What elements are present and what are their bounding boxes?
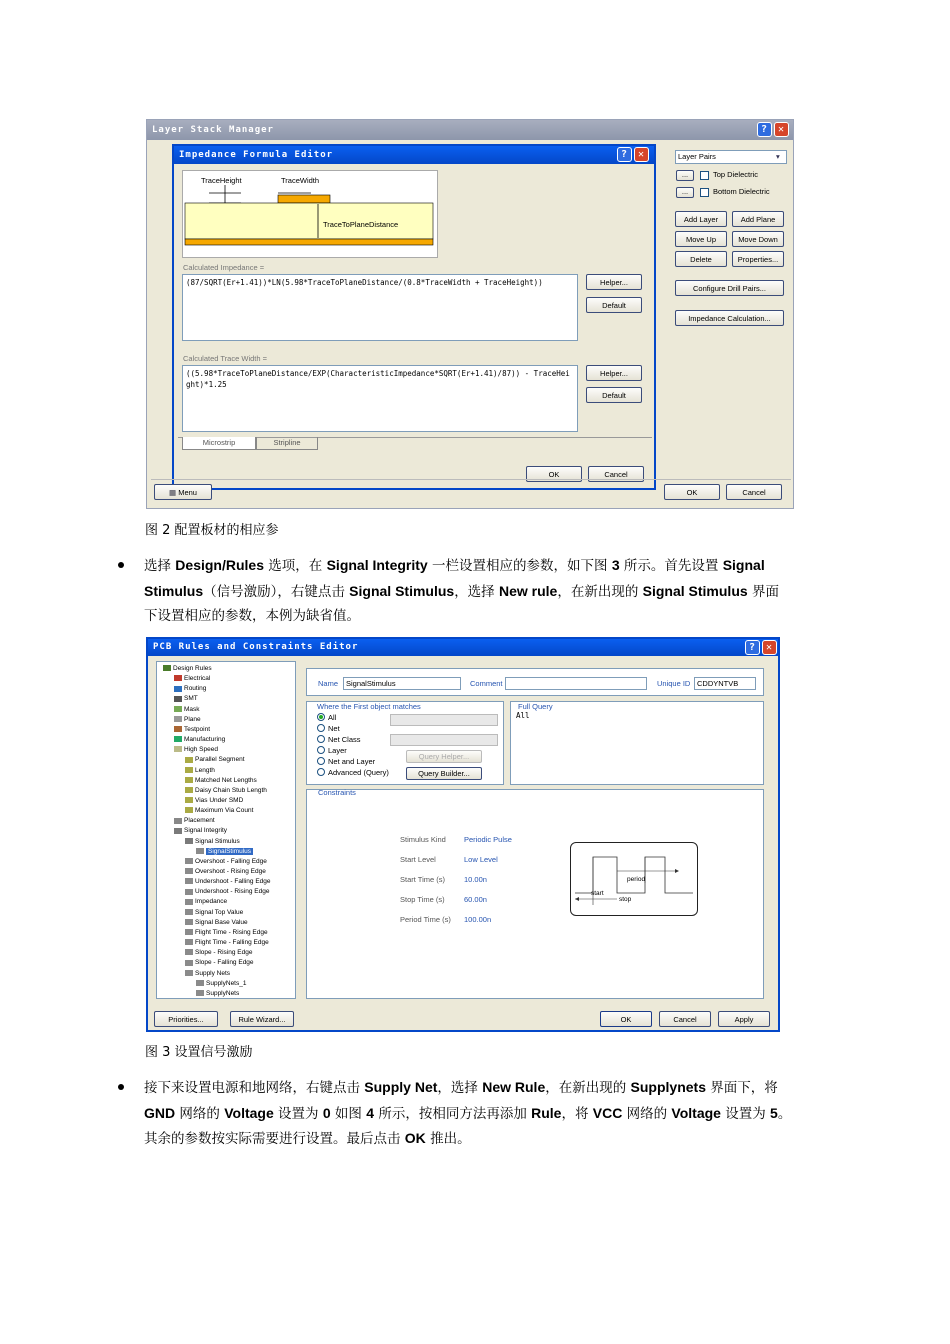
tree-item-label: Electrical <box>184 675 211 683</box>
tree-item-label: Manufacturing <box>184 736 226 744</box>
stop-time-label: Stop Time (s) <box>400 895 445 904</box>
text-bold: Supply Net <box>364 1079 438 1095</box>
tree-item-label: Overshoot - Falling Edge <box>195 857 267 865</box>
rule-icon <box>174 696 182 702</box>
tree-item[interactable] <box>185 857 267 867</box>
paragraph-1-line-1 <box>144 553 814 579</box>
bottom-dielectric-label: Bottom Dielectric <box>713 187 770 196</box>
rule-icon <box>174 706 182 712</box>
tab-stripline[interactable]: Stripline <box>256 437 318 450</box>
comment-input[interactable] <box>505 677 647 690</box>
rule-icon <box>185 878 193 884</box>
tree-item-label: Maximum Via Count <box>195 807 254 815</box>
rule-icon <box>196 980 204 986</box>
rule-icon <box>174 726 182 732</box>
text-bold: New Rule <box>482 1079 546 1095</box>
stimulus-kind-value[interactable]: Periodic Pulse <box>464 835 512 844</box>
net-class-select[interactable] <box>390 734 498 746</box>
move-down-button[interactable]: Move Down <box>732 231 784 247</box>
tree-item[interactable] <box>185 877 271 887</box>
radio-net[interactable] <box>317 724 325 732</box>
move-up-button[interactable]: Move Up <box>675 231 727 247</box>
calc-width-label: Calculated Trace Width = <box>183 354 267 363</box>
close-icon[interactable]: ✕ <box>762 640 777 655</box>
start-time-label: Start Time (s) <box>400 875 446 884</box>
start-level-value[interactable]: Low Level <box>464 855 498 864</box>
text: 选择 <box>144 558 176 574</box>
tree-item-label: Testpoint <box>184 725 211 733</box>
calc-width-input[interactable]: ((5.98*TraceToPlaneDistance/EXP(CharacteristicImpedance*SQRT(Er+1.41)/87)) - TraceHeight)*1.25 <box>182 365 578 432</box>
calc-impedance-label: Calculated Impedance = <box>183 263 265 272</box>
rule-icon <box>185 777 193 783</box>
tree-item[interactable] <box>185 837 240 847</box>
full-query-label: Full Query <box>518 702 553 711</box>
tree-item-label: Routing <box>184 685 207 693</box>
tree-item[interactable] <box>185 766 215 776</box>
tree-item[interactable] <box>185 897 227 907</box>
text: ，在新出现的 <box>545 1080 631 1096</box>
lsm-cancel-button[interactable]: Cancel <box>726 484 782 500</box>
rule-icon <box>185 889 193 895</box>
add-plane-button[interactable]: Add Plane <box>732 211 784 227</box>
tree-item[interactable] <box>185 755 245 765</box>
rule-icon <box>185 970 193 976</box>
tree-item[interactable] <box>174 826 227 836</box>
text-bold: Supplynets <box>630 1079 706 1095</box>
text: 如图 <box>330 1105 367 1122</box>
tree-item[interactable] <box>185 948 252 958</box>
text-bold: VCC <box>592 1104 623 1121</box>
menu-label: Menu <box>178 488 197 497</box>
properties-button[interactable]: Properties... <box>732 251 784 267</box>
rule-icon <box>196 990 204 996</box>
text: （信号激励），右键点击 <box>203 583 350 600</box>
pulse-diagram <box>570 842 698 916</box>
trace-width-label: TraceWidth <box>281 176 320 185</box>
tree-item[interactable] <box>185 958 254 968</box>
opt-advanced-label: Advanced (Query) <box>328 768 389 777</box>
rule-icon <box>185 767 193 773</box>
tree-item[interactable] <box>174 694 198 704</box>
impedance-formula-editor <box>172 144 656 490</box>
text: 所示，按相同方法再添加 <box>374 1105 532 1122</box>
text-bold: Design/Rules <box>175 557 264 573</box>
stimulus-kind-label: Stimulus Kind <box>400 835 446 844</box>
start-time-value[interactable]: 10.00n <box>464 875 487 884</box>
text: 所示。首先设置 <box>619 558 723 574</box>
text-bold: 5 <box>770 1104 778 1121</box>
rule-icon <box>185 807 193 813</box>
opt-net-label: Net <box>328 724 340 733</box>
text: 界面 <box>747 583 779 600</box>
text-bold: 4 <box>366 1104 375 1121</box>
tree-item[interactable] <box>185 928 268 938</box>
close-icon[interactable]: ✕ <box>774 122 789 137</box>
tree-item[interactable] <box>174 745 218 755</box>
text-bold: Voltage <box>224 1104 274 1121</box>
impedance-default-button[interactable]: Default <box>586 297 642 313</box>
tree-item-label: Plane <box>184 715 201 723</box>
top-dielectric-button[interactable]: ... <box>676 170 694 181</box>
text-bold: Signal Integrity <box>326 557 428 573</box>
rule-icon <box>174 675 182 681</box>
chevron-down-icon: ▾ <box>776 152 780 161</box>
add-layer-button[interactable]: Add Layer <box>675 211 727 227</box>
tree-item-label: Overshoot - Rising Edge <box>195 868 266 875</box>
figure3-caption: 图 3 设置信号激励 <box>145 1045 253 1060</box>
tree-item-label: SupplyNets <box>206 989 240 997</box>
help-icon[interactable]: ? <box>745 640 760 655</box>
text-bold: OK <box>404 1130 426 1146</box>
tree-item[interactable] <box>174 674 210 684</box>
bullet <box>118 562 124 568</box>
text: ，选择 <box>454 583 499 600</box>
rule-icon <box>174 746 182 752</box>
diagram-drawing <box>183 171 437 257</box>
name-input[interactable] <box>343 677 461 690</box>
rule-icon <box>185 797 193 803</box>
trace-to-plane-label: TraceToPlaneDistance <box>323 220 399 229</box>
opt-netlayer-label: Net and Layer <box>328 757 376 766</box>
rule-icon <box>185 899 193 905</box>
tree-item[interactable] <box>185 776 257 786</box>
bottom-dielectric-checkbox[interactable] <box>700 188 709 197</box>
rule-icon <box>185 909 193 915</box>
rule-icon <box>174 716 182 722</box>
rule-icon <box>174 818 182 824</box>
tab-microstrip[interactable]: Microstrip <box>182 437 256 450</box>
radio-layer[interactable] <box>317 746 325 754</box>
tree-item[interactable] <box>174 735 225 745</box>
rule-icon <box>174 736 182 742</box>
impedance-helper-button[interactable]: Helper... <box>586 274 642 290</box>
tree-item-label: Placement <box>184 817 215 825</box>
microstrip-diagram <box>182 170 438 258</box>
rule-icon <box>163 665 171 671</box>
paragraph-2 <box>144 1075 814 1152</box>
radio-all[interactable] <box>317 713 325 721</box>
full-query-panel <box>510 701 764 785</box>
paragraph-1-line-3: 下设置相应的参数，本例为缺省值。 <box>144 608 360 624</box>
diagram-start-label: start <box>591 890 604 897</box>
tree-item-label: High Speed <box>184 746 218 754</box>
tree-item-label: Undershoot - Falling Edge <box>195 878 271 886</box>
menu-button[interactable] <box>154 484 212 500</box>
rules-apply-button[interactable]: Apply <box>718 1011 770 1027</box>
text-bold: GND <box>144 1104 176 1121</box>
tree-item-label: Signal Base Value <box>195 918 248 926</box>
tree-item-label: Daisy Chain Stub Length <box>195 786 267 794</box>
name-label: Name <box>318 679 339 688</box>
tree-item[interactable] <box>163 664 212 674</box>
radio-advanced[interactable] <box>317 768 325 776</box>
layer-pairs-select[interactable] <box>675 150 787 164</box>
full-query-value: All <box>516 711 530 720</box>
lsm-ok-button[interactable]: OK <box>664 484 720 500</box>
lsm-titlebar[interactable] <box>147 120 793 140</box>
text: 。 <box>777 1105 792 1122</box>
tree-item[interactable] <box>185 969 230 979</box>
text-bold: Signal <box>722 557 765 573</box>
diagram-period-label: period <box>627 876 646 883</box>
text: 设置为 <box>720 1105 771 1122</box>
tree-item[interactable] <box>196 979 246 989</box>
layer-pairs-value: Layer Pairs <box>678 152 716 161</box>
tree-item[interactable] <box>185 938 269 948</box>
top-dielectric-label: Top Dielectric <box>713 170 759 179</box>
ife-cancel-button[interactable]: Cancel <box>588 466 644 482</box>
help-icon[interactable]: ? <box>757 122 772 137</box>
tree-item-label: Vias Under SMD <box>195 796 244 804</box>
tree-item[interactable] <box>185 786 267 796</box>
opt-layer-label: Layer <box>328 746 347 755</box>
rule-icon <box>185 960 193 966</box>
unique-id-input[interactable] <box>694 677 756 690</box>
constraints-label: Constraints <box>318 788 356 797</box>
text-bold: 3 <box>611 557 620 573</box>
rule-icon <box>185 757 193 763</box>
text: 推出。 <box>425 1131 471 1147</box>
ife-titlebar[interactable] <box>174 146 654 164</box>
tree-item-label: SignalStimulus <box>208 847 251 855</box>
rule-icon <box>185 858 193 864</box>
rules-title: PCB Rules and Constraints Editor <box>153 642 359 652</box>
tree-item-label: Slope - Rising Edge <box>195 949 253 957</box>
start-level-label: Start Level <box>400 855 436 864</box>
pcb-rules-editor-window <box>146 637 780 1032</box>
width-default-button[interactable]: Default <box>586 387 642 403</box>
priorities-button[interactable]: Priorities... <box>154 1011 218 1027</box>
bottom-divider <box>151 479 791 480</box>
help-icon[interactable]: ? <box>617 147 632 162</box>
tree-item[interactable] <box>185 908 243 918</box>
text-bold: Stimulus <box>144 582 204 599</box>
text: ，在新出现的 <box>557 583 643 600</box>
radio-net-class[interactable] <box>317 735 325 743</box>
tree-item-label: Mask <box>184 705 200 713</box>
trace-height-label: TraceHeight <box>201 176 242 185</box>
rule-icon <box>185 787 193 793</box>
rule-icon <box>185 868 193 874</box>
query-helper-button[interactable]: Query Helper... <box>406 750 482 763</box>
tree-item-label: Signal Top Value <box>195 908 244 916</box>
text: ，将 <box>561 1105 593 1122</box>
impedance-calculation-button[interactable]: Impedance Calculation... <box>675 310 784 326</box>
text-bold: Voltage <box>671 1104 721 1121</box>
paragraph-2-line-3 <box>144 1126 814 1152</box>
paragraph-2-line-1 <box>144 1075 814 1101</box>
text: 界面下，将 <box>706 1080 778 1096</box>
tree-item-label: Flight Time - Rising Edge <box>195 928 268 936</box>
width-helper-button[interactable]: Helper... <box>586 365 642 381</box>
close-icon[interactable]: ✕ <box>634 147 649 162</box>
opt-all-label: All <box>328 713 337 722</box>
tree-item[interactable] <box>196 847 253 857</box>
rule-icon <box>174 828 182 834</box>
comment-label: Comment <box>470 679 503 688</box>
tree-item-label: SupplyNets_1 <box>206 979 247 987</box>
text: 设置为 <box>273 1105 323 1122</box>
rule-wizard-button[interactable]: Rule Wizard... <box>230 1011 294 1027</box>
rules-titlebar[interactable] <box>148 639 778 656</box>
bottom-dielectric-button[interactable]: ... <box>676 187 694 198</box>
name-input-value: SignalStimulus <box>346 679 396 688</box>
text: 一栏设置相应的参数，如下图 <box>427 558 612 574</box>
tree-item[interactable] <box>185 806 253 816</box>
text: 选项，在 <box>264 558 327 574</box>
stop-time-value[interactable]: 60.00n <box>464 895 487 904</box>
rules-tree[interactable] <box>156 661 296 999</box>
text-bold: Rule <box>531 1104 562 1121</box>
text: 其余的参数按实际需要进行设置。最后点击 <box>144 1131 405 1147</box>
text-bold: 0 <box>322 1104 331 1121</box>
tree-item-label: Impedance <box>195 898 228 906</box>
tree-item-label: Length <box>195 766 215 774</box>
rule-icon <box>174 686 182 692</box>
text-bold: Signal Stimulus <box>642 582 748 599</box>
tree-item-label: Signal Integrity <box>184 827 227 835</box>
paragraph-2-line-2 <box>144 1101 814 1127</box>
text-bold: Signal Stimulus <box>349 582 455 599</box>
ife-title: Impedance Formula Editor <box>179 150 334 160</box>
tree-item[interactable] <box>185 867 266 877</box>
tree-item[interactable] <box>185 918 248 928</box>
query-builder-button[interactable]: Query Builder... <box>406 767 482 780</box>
opt-netclass-label: Net Class <box>328 735 361 744</box>
period-time-label: Period Time (s) <box>400 915 451 924</box>
tree-item[interactable] <box>196 989 239 999</box>
tree-item-label: Design Rules <box>173 665 212 672</box>
tree-item[interactable] <box>174 725 210 735</box>
diagram-stop-label: stop <box>619 896 632 903</box>
rule-icon <box>185 838 193 844</box>
tree-item[interactable] <box>185 796 243 806</box>
calc-impedance-input[interactable]: (87/SQRT(Er+1.41))*LN(5.98*TraceToPlaneDistance/(0.8*TraceWidth + TraceHeight)) <box>182 274 578 341</box>
unique-id-value: CDDYNTVB <box>697 679 739 688</box>
figure2-caption: 图 2 配置板材的相应参 <box>145 523 279 538</box>
top-dielectric-checkbox[interactable] <box>700 171 709 180</box>
tree-item-label: Undershoot - Rising Edge <box>195 888 270 896</box>
tree-item-label: Signal Stimulus <box>195 837 240 845</box>
period-time-value[interactable]: 100.00n <box>464 915 492 924</box>
unique-id-label: Unique ID <box>657 679 691 688</box>
text: ，选择 <box>437 1080 483 1096</box>
ife-ok-button[interactable]: OK <box>526 466 582 482</box>
paragraph-1 <box>144 553 814 629</box>
tree-item[interactable] <box>174 705 200 715</box>
text: 接下来设置电源和地网络，右键点击 <box>144 1080 365 1096</box>
rule-icon <box>196 848 204 854</box>
rule-icon <box>185 939 193 945</box>
configure-drill-pairs-button[interactable]: Configure Drill Pairs... <box>675 280 784 296</box>
lsm-title: Layer Stack Manager <box>152 125 274 135</box>
rules-ok-button[interactable]: OK <box>600 1011 652 1027</box>
tree-item-label: Supply Nets <box>195 969 231 977</box>
net-select[interactable] <box>390 714 498 726</box>
tree-item[interactable] <box>174 816 215 826</box>
bullet <box>118 1084 124 1090</box>
radio-net-and-layer[interactable] <box>317 757 325 765</box>
rule-icon <box>185 949 193 955</box>
rule-icon <box>185 929 193 935</box>
tree-item-label: Matched Net Lengths <box>195 776 257 784</box>
delete-button[interactable]: Delete <box>675 251 727 267</box>
rule-icon <box>185 919 193 925</box>
tree-item-label: Parallel Segment <box>195 756 245 764</box>
layer-stack-manager-window <box>146 119 794 509</box>
tree-item[interactable] <box>174 715 201 725</box>
paragraph-1-line-2 <box>144 579 814 605</box>
rules-cancel-button[interactable]: Cancel <box>659 1011 711 1027</box>
where-label: Where the First object matches <box>317 702 421 711</box>
tree-item[interactable] <box>174 684 206 694</box>
menu-icon: ▦ <box>169 488 179 497</box>
text: 网络的 <box>175 1105 225 1122</box>
text-bold: New rule <box>498 582 558 599</box>
text: 网络的 <box>622 1105 672 1122</box>
tree-item-label: Flight Time - Falling Edge <box>195 939 269 947</box>
tree-item-label: SMT <box>184 695 198 703</box>
tree-item-label: Slope - Falling Edge <box>195 959 254 967</box>
tree-item[interactable] <box>185 887 269 897</box>
